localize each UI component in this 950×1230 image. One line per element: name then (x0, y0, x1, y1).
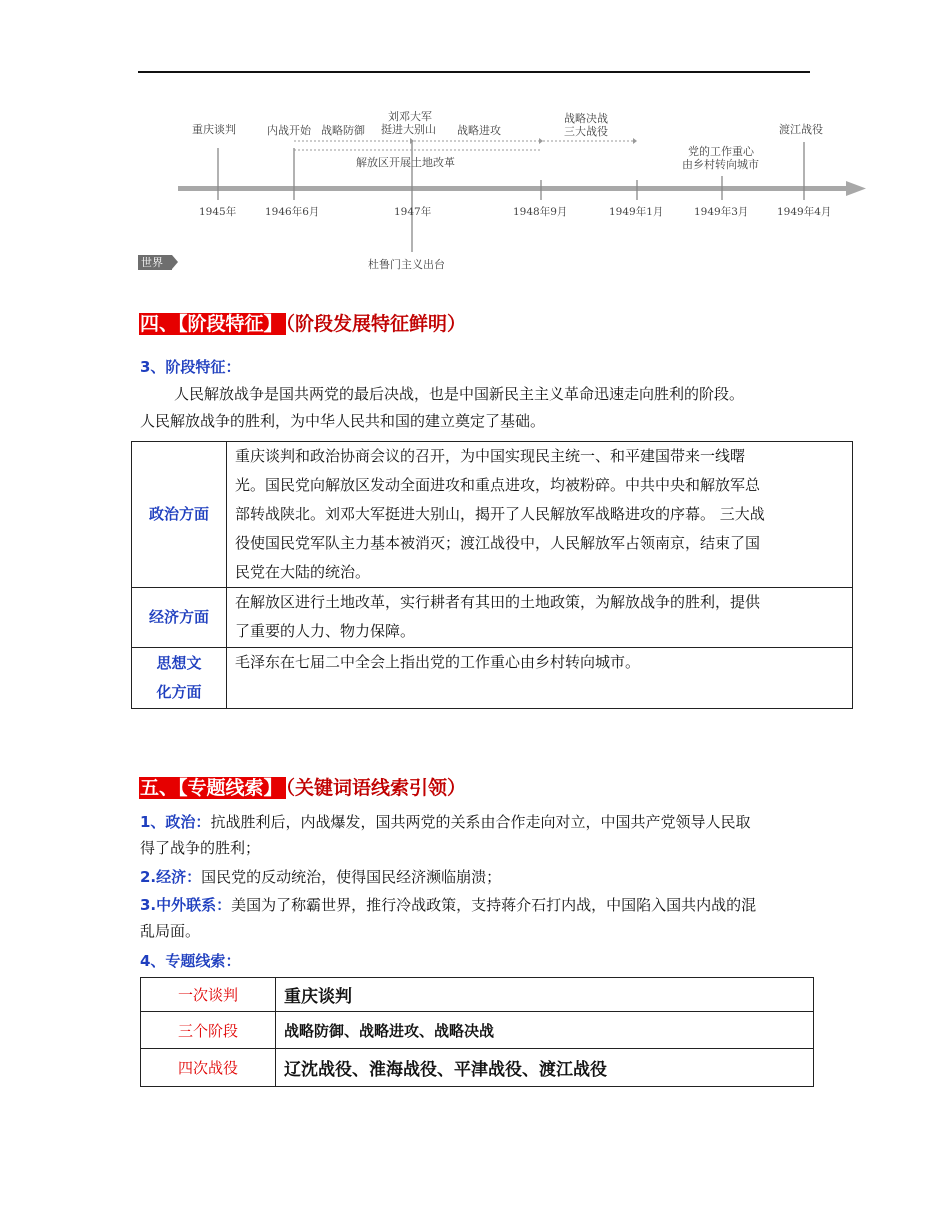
feature-table (131, 441, 853, 709)
content-line: 部转战陕北。刘邓大军挺进大别山，揭开了人民解放军战略进攻的序幕。 三大战 (235, 505, 765, 523)
clue-table (140, 977, 814, 1087)
content-line: 了重要的人力、物力保障。 (235, 622, 416, 640)
section5-title: 五、【专题线索】 (139, 777, 286, 799)
arrowhead-offense (539, 138, 543, 144)
section4-subtitle: （阶段发展特征鲜明） (285, 313, 467, 335)
tl-civil-war-start: 内战开始 (267, 124, 311, 137)
clue-key: 三个阶段 (141, 1012, 276, 1049)
economy-label: 2.经济： (140, 868, 202, 886)
content-cell (227, 648, 853, 709)
section5-heading (139, 775, 466, 801)
timeline-axis (178, 186, 848, 191)
table-row (141, 978, 814, 1012)
foreign-item (140, 892, 830, 944)
tl-date-1949-1: 1949年1月 (609, 206, 664, 218)
tl-liu-deng-1: 刘邓大军 (388, 110, 432, 123)
foreign-text-2: 乱局面。 (140, 922, 201, 940)
tl-yangtze: 渡江战役 (779, 123, 823, 136)
tl-decisive-2: 三大战役 (564, 125, 608, 138)
tl-land-reform: 解放区开展土地改革 (356, 156, 455, 169)
politics-item (140, 809, 830, 861)
timeline-arrow (846, 181, 866, 196)
category-cell: 政治方面 (132, 442, 227, 588)
tl-truman-doctrine: 杜鲁门主义出台 (368, 258, 445, 271)
arrowhead-decisive (633, 138, 637, 144)
tl-focus-2: 由乡村转向城市 (682, 158, 759, 171)
category-cell: 经济方面 (132, 588, 227, 648)
table-row (141, 1049, 814, 1087)
world-tag: 世界 (138, 255, 172, 270)
content-cell (227, 442, 853, 588)
tl-date-1949-3: 1949年3月 (694, 206, 749, 218)
tl-focus-1: 党的工作重心 (688, 145, 754, 158)
category-cell (132, 648, 227, 709)
foreign-text-1: 美国为了称霸世界，推行冷战政策，支持蒋介石打内战，中国陷入国共内战的混 (231, 896, 757, 914)
table-row (132, 648, 853, 709)
tl-date-1945: 1945年 (199, 206, 237, 218)
tl-chongqing: 重庆谈判 (192, 123, 236, 136)
section4-heading (139, 311, 466, 337)
content-line: 在解放区进行土地改革，实行耕者有其田的土地政策，为解放战争的胜利，提供 (235, 593, 761, 611)
section4-para-line2: 人民解放战争的胜利，为中华人民共和国的建立奠定了基础。 (140, 412, 546, 430)
table-row (132, 588, 853, 648)
economy-item (140, 864, 501, 890)
content-line: 毛泽东在七届二中全会上指出党的工作重心由乡村转向城市。 (235, 653, 641, 671)
clue-value: 辽沈战役、淮海战役、平津战役、渡江战役 (276, 1049, 814, 1087)
section5-subtitle: （关键词语线索引领） (285, 777, 467, 799)
tl-date-1946-6: 1946年6月 (265, 206, 320, 218)
clue-value: 战略防御、战略进攻、战略决战 (276, 1012, 814, 1049)
tl-strategic-offense: 战略进攻 (457, 124, 501, 137)
content-line: 重庆谈判和政治协商会议的召开，为中国实现民主统一、和平建国带来一线曙 (235, 447, 746, 465)
table-row (132, 442, 853, 588)
tl-date-1948-9: 1948年9月 (513, 206, 568, 218)
tl-date-1947: 1947年 (394, 206, 432, 218)
content-line: 光。国民党向解放区发动全面进攻和重点进攻，均被粉碎。中共中央和解放军总 (235, 476, 761, 494)
tl-strategic-defense: 战略防御 (321, 124, 365, 137)
content-cell (227, 588, 853, 648)
clue-key: 一次谈判 (141, 978, 276, 1012)
tl-decisive-1: 战略决战 (564, 112, 608, 125)
clue-key: 四次战役 (141, 1049, 276, 1087)
politics-label: 1、政治： (140, 813, 211, 831)
economy-text: 国民党的反动统治，使得国民经济濒临崩溃； (201, 868, 502, 886)
section4-para-line1: 人民解放战争是国共两党的最后决战，也是中国新民主主义革命迅速走向胜利的阶段。 (174, 385, 745, 403)
content-line: 役使国民党军队主力基本被消灭；渡江战役中，人民解放军占领南京，结束了国 (235, 534, 761, 552)
foreign-label: 3.中外联系： (140, 896, 232, 914)
section4-label: 3、阶段特征： (140, 358, 241, 376)
section4-title: 四、【阶段特征】 (139, 313, 286, 335)
politics-text-2: 得了战争的胜利； (140, 839, 261, 857)
category-line: 思想文 (156, 654, 202, 672)
clue-label: 4、专题线索： (140, 952, 241, 970)
tl-liu-deng-2: 挺进大别山 (381, 123, 436, 136)
tl-date-1949-4: 1949年4月 (777, 206, 832, 218)
category-line: 化方面 (156, 683, 202, 701)
content-line: 民党在大陆的统治。 (235, 563, 371, 581)
politics-text-1: 抗战胜利后，内战爆发，国共两党的关系由合作走向对立，中国共产党领导人民取 (210, 813, 751, 831)
clue-value: 重庆谈判 (276, 978, 814, 1012)
table-row (141, 1012, 814, 1049)
